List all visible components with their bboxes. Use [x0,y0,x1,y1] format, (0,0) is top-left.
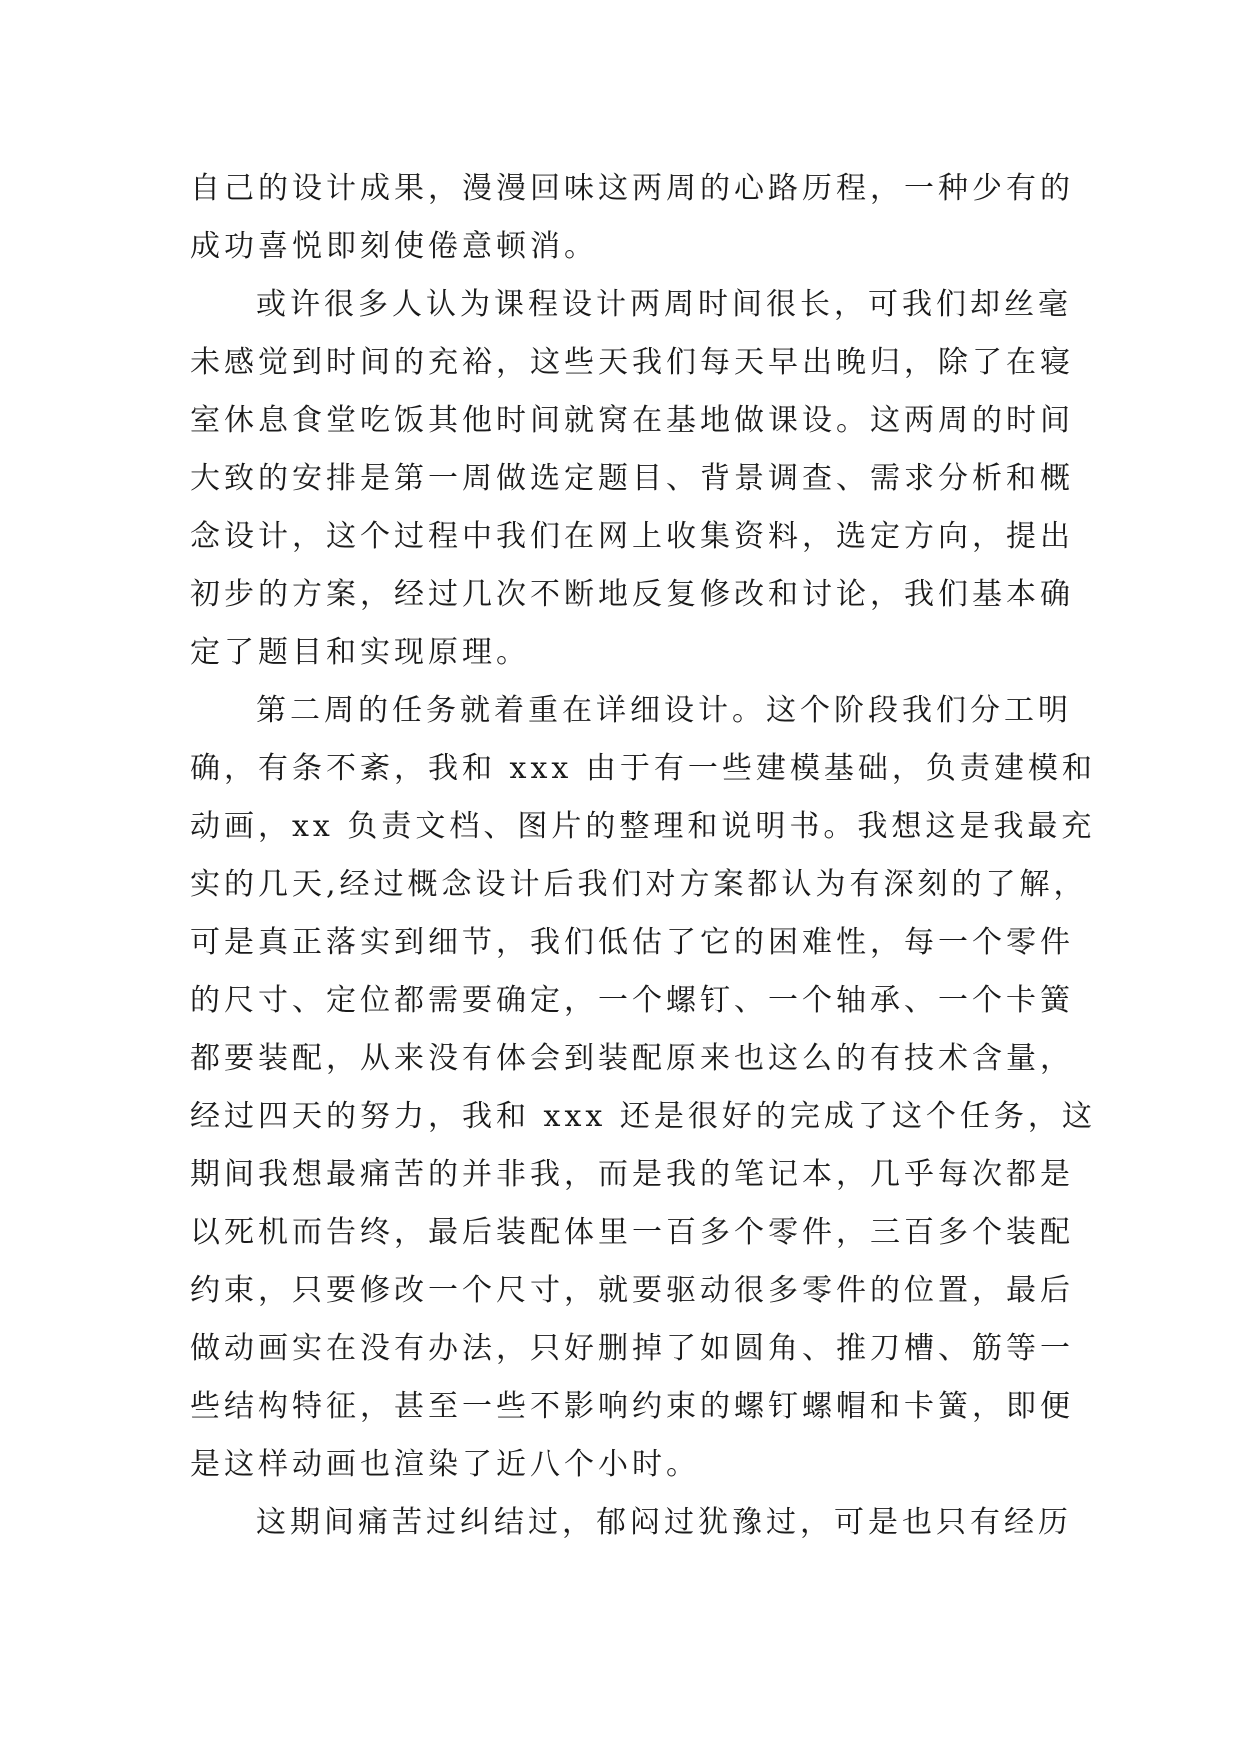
document-body [190,160,1096,1552]
text-line: 些结构特征，甚至一些不影响约束的螺钉螺帽和卡簧，即便 [190,1389,1074,1424]
text-line: 第二周的任务就着重在详细设计。这个阶段我们分工明 [256,693,1072,728]
text-line: 室休息食堂吃饭其他时间就窝在基地做课设。这两周的时间 [190,403,1074,438]
text-line: 约束，只要修改一个尺寸，就要驱动很多零件的位置，最后 [190,1273,1074,1308]
text-line: 自己的设计成果，漫漫回味这两周的心路历程，一种少有的 [190,171,1074,206]
text-line: 念设计，这个过程中我们在网上收集资料，选定方向，提出 [190,519,1074,554]
text-line: 做动画实在没有办法，只好删掉了如圆角、推刀槽、筋等一 [190,1331,1074,1366]
text-line: 初步的方案，经过几次不断地反复修改和讨论，我们基本确 [190,577,1074,612]
text-line: 可是真正落实到细节，我们低估了它的困难性，每一个零件 [190,925,1074,960]
text-line: 大致的安排是第一周做选定题目、背景调查、需求分析和概 [190,461,1074,496]
text-line: 成功喜悦即刻使倦意顿消。 [190,229,598,264]
text-line: 定了题目和实现原理。 [190,635,530,670]
text-line: 都要装配，从来没有体会到装配原来也这么的有技术含量， [190,1041,1074,1076]
text-line: 未感觉到时间的充裕，这些天我们每天早出晚归，除了在寝 [190,345,1074,380]
text-line: 确，有条不紊，我和 xxx 由于有一些建模基础，负责建模和 [190,751,1096,786]
text-line: 是这样动画也渲染了近八个小时。 [190,1447,700,1482]
text-line: 期间我想最痛苦的并非我，而是我的笔记本，几乎每次都是 [190,1157,1074,1192]
text-line: 或许很多人认为课程设计两周时间很长，可我们却丝毫 [256,287,1072,322]
text-line: 的尺寸、定位都需要确定，一个螺钉、一个轴承、一个卡簧 [190,983,1074,1018]
text-line: 动画，xx 负责文档、图片的整理和说明书。我想这是我最充 [190,809,1096,844]
text-line: 经过四天的努力，我和 xxx 还是很好的完成了这个任务，这 [190,1099,1096,1134]
text-line: 这期间痛苦过纠结过，郁闷过犹豫过，可是也只有经历 [256,1505,1072,1540]
text-line: 实的几天,经过概念设计后我们对方案都认为有深刻的了解， [190,867,1088,902]
text-line: 以死机而告终，最后装配体里一百多个零件，三百多个装配 [190,1215,1074,1250]
